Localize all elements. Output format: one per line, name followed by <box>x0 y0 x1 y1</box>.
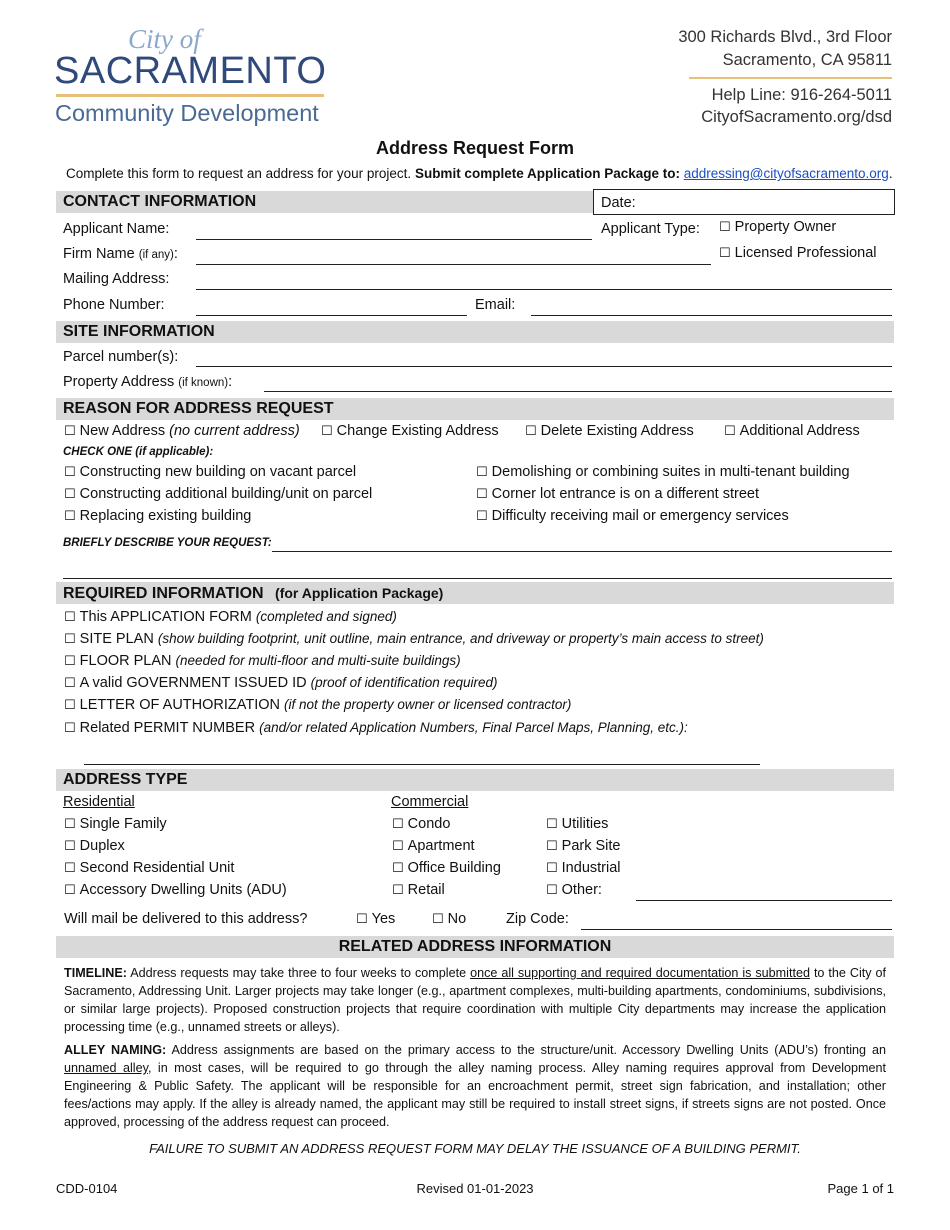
checkbox-icon[interactable]: ☐ <box>64 610 76 625</box>
checkbox-icon[interactable]: ☐ <box>64 698 76 713</box>
required-item[interactable] <box>64 697 571 713</box>
describe-label: BRIEFLY DESCRIBE YOUR REQUEST: <box>63 537 272 549</box>
required-item-note: (if not the property owner or licensed contractor) <box>284 697 572 712</box>
checkbox-icon[interactable]: ☐ <box>392 839 404 854</box>
timeline-text-b: to the City of Sacramento, Addressing Unit. Larger projects may take longer (e.g., apartment complexes, multi-building apartments, condominiums, subdivisions, or similar large projects). Proposed construction projects that require coordination with multiple City departments may increase the application processing time (e.g., unnamed streets or alleys). <box>64 966 886 1034</box>
reason-right-item[interactable] <box>476 464 850 480</box>
logo-sacramento: SACRAMENTO <box>54 50 327 92</box>
checkbox-icon[interactable]: ☐ <box>476 487 488 502</box>
applicant-name-label: Applicant Name: <box>63 221 170 237</box>
intro-bold: Submit complete Application Package to: <box>414 166 680 181</box>
new-address-note: (no current address) <box>169 423 300 439</box>
other-type-label: Park Site <box>561 838 621 854</box>
required-item[interactable] <box>64 653 461 669</box>
residential-item-label: Single Family <box>79 816 167 832</box>
mail-no-option[interactable] <box>432 911 466 927</box>
warning-notice: FAILURE TO SUBMIT AN ADDRESS REQUEST FORM MAY DELAY THE ISSUANCE OF A BUILDING PERMIT. <box>149 1141 801 1156</box>
logo-city-of: City of <box>128 24 201 54</box>
parcel-label: Parcel number(s): <box>63 349 179 365</box>
reason-right-label: Corner lot entrance is on a different street <box>491 486 759 502</box>
required-item[interactable] <box>64 609 397 625</box>
other-type-field[interactable] <box>636 900 892 901</box>
checkbox-icon[interactable]: ☐ <box>719 246 731 261</box>
permit-number-field[interactable] <box>84 764 760 765</box>
required-heading-suffix: (for Application Package) <box>275 585 444 601</box>
related-heading: RELATED ADDRESS INFORMATION <box>338 938 612 955</box>
licensed-professional-option[interactable] <box>719 245 877 261</box>
other-type-item[interactable] <box>546 860 621 876</box>
reason-left-item[interactable] <box>64 486 372 502</box>
required-section-header <box>56 582 894 604</box>
other-type-item[interactable] <box>546 816 608 832</box>
alley-naming-label: ALLEY NAMING: <box>64 1043 167 1057</box>
checkbox-icon[interactable]: ☐ <box>392 817 404 832</box>
other-type-item[interactable] <box>546 882 602 898</box>
commercial-item[interactable] <box>392 860 501 876</box>
residential-item[interactable] <box>64 816 167 832</box>
submit-email-link[interactable]: addressing@cityofsacramento.org <box>683 166 889 181</box>
residential-item-label: Accessory Dwelling Units (ADU) <box>79 882 287 898</box>
checkbox-icon[interactable]: ☐ <box>546 839 558 854</box>
required-item-note: (show building footprint, unit outline, main entrance, and driveway or property’s main access to street) <box>157 631 764 646</box>
required-item-note: (needed for multi-floor and multi-suite buildings) <box>175 653 461 668</box>
office-address-line2: Sacramento, CA 95811 <box>722 51 892 69</box>
firm-name-text: Firm Name <box>63 246 135 262</box>
required-heading: REQUIRED INFORMATION <box>63 585 264 602</box>
residential-item[interactable] <box>64 882 287 898</box>
form-number: CDD-0104 <box>56 1181 118 1196</box>
other-type-label: Utilities <box>561 816 609 832</box>
checkbox-icon[interactable]: ☐ <box>546 861 558 876</box>
alley-text-b: , in most cases, will be required to go through the alley naming process. Alley naming requires approval from Development Engineering & Public Safety. The applicant will be responsible for an encroachment permit, street sign fabrication, and installation; other fees/actions may apply. If the alley is already named, the applicant may still be required to install street signs, if streets signs are not posted. Once approved, processing of the address request can proceed. <box>64 1061 887 1129</box>
timeline-paragraph <box>64 964 886 1036</box>
checkbox-icon[interactable]: ☐ <box>64 654 76 669</box>
required-item-label: Related PERMIT NUMBER <box>79 720 256 736</box>
email-label: Email: <box>475 297 516 313</box>
commercial-label: Commercial <box>391 794 469 810</box>
delete-address-option[interactable] <box>525 423 694 439</box>
required-item-label: FLOOR PLAN <box>79 653 172 669</box>
residential-label: Residential <box>63 794 135 810</box>
new-address-label: New Address <box>79 423 166 439</box>
residential-item-label: Second Residential Unit <box>79 860 235 876</box>
alley-text-underlined: unnamed alley <box>64 1061 148 1075</box>
checkbox-icon[interactable]: ☐ <box>64 487 76 502</box>
site-section-header <box>56 321 894 343</box>
reason-left-label: Constructing additional building/unit on parcel <box>79 486 373 502</box>
page-title: Address Request Form <box>375 138 575 158</box>
residential-item[interactable] <box>64 860 234 876</box>
timeline-label: TIMELINE: <box>64 966 127 980</box>
reason-left-label: Constructing new building on vacant parcel <box>79 464 357 480</box>
intro-period: . <box>888 166 893 181</box>
intro-text <box>66 166 893 181</box>
delete-address-label: Delete Existing Address <box>540 423 694 439</box>
mail-yes-option[interactable] <box>356 911 395 927</box>
property-address-suffix: (if known) <box>178 377 229 389</box>
property-address-colon: : <box>228 374 233 390</box>
checkbox-icon[interactable]: ☐ <box>64 632 76 647</box>
commercial-item[interactable] <box>392 816 450 832</box>
property-address-label <box>63 374 232 390</box>
address-type-heading: ADDRESS TYPE <box>63 771 188 788</box>
checkbox-icon[interactable]: ☐ <box>64 883 76 898</box>
property-owner-option[interactable] <box>719 219 836 235</box>
other-type-label: Other: <box>561 882 602 898</box>
alley-naming-paragraph <box>64 1041 886 1131</box>
commercial-item-label: Apartment <box>407 838 475 854</box>
checkbox-icon[interactable]: ☐ <box>356 912 368 927</box>
licensed-professional-label: Licensed Professional <box>734 245 877 261</box>
checkbox-icon[interactable]: ☐ <box>546 817 558 832</box>
firm-name-label <box>63 246 178 262</box>
commercial-item-label: Condo <box>407 816 451 832</box>
reason-right-label: Difficulty receiving mail or emergency services <box>491 508 789 524</box>
commercial-item-label: Retail <box>407 882 445 898</box>
checkbox-icon[interactable]: ☐ <box>476 509 488 524</box>
address-type-section-header <box>56 769 894 791</box>
mailing-address-field[interactable] <box>196 289 892 290</box>
reason-left-label: Replacing existing building <box>79 508 252 524</box>
website[interactable]: CityofSacramento.org/dsd <box>701 108 892 126</box>
logo-community-development: Community Development <box>55 100 319 126</box>
checkbox-icon[interactable]: ☐ <box>64 424 76 439</box>
required-item-label: A valid GOVERNMENT ISSUED ID <box>79 675 307 691</box>
checkbox-icon[interactable]: ☐ <box>719 220 731 235</box>
required-item[interactable] <box>64 675 498 691</box>
residential-item[interactable] <box>64 838 125 854</box>
other-type-item[interactable] <box>546 838 621 854</box>
timeline-text-underlined: once all supporting and required documentation is submitted <box>470 966 810 980</box>
checkbox-icon[interactable]: ☐ <box>546 883 558 898</box>
required-item-note: (proof of identification required) <box>310 675 498 690</box>
checkbox-icon[interactable]: ☐ <box>321 424 333 439</box>
mail-yes-label: Yes <box>371 911 396 927</box>
applicant-type-label: Applicant Type: <box>601 221 700 237</box>
firm-name-colon: : <box>173 246 178 262</box>
commercial-item-label: Office Building <box>407 860 501 876</box>
date-label: Date: <box>601 195 636 211</box>
required-item-label: This APPLICATION FORM <box>79 609 252 625</box>
page-number: Page 1 of 1 <box>827 1181 894 1196</box>
checkbox-icon[interactable]: ☐ <box>392 883 404 898</box>
logo-divider <box>56 94 324 97</box>
property-address-field[interactable] <box>264 391 892 392</box>
required-item-note: (completed and signed) <box>255 609 397 624</box>
phone-label: Phone Number: <box>63 297 165 313</box>
firm-name-suffix: (if any) <box>138 249 174 261</box>
additional-address-label: Additional Address <box>739 423 860 439</box>
residential-item-label: Duplex <box>79 838 125 854</box>
required-item-note: (and/or related Application Numbers, Final Parcel Maps, Planning, etc.): <box>259 720 688 735</box>
address-divider <box>689 77 892 79</box>
checkbox-icon[interactable]: ☐ <box>392 861 404 876</box>
reason-right-label: Demolishing or combining suites in multi-tenant building <box>491 464 850 480</box>
commercial-item[interactable] <box>392 882 445 898</box>
required-item[interactable] <box>64 720 688 736</box>
reason-left-item[interactable] <box>64 508 251 524</box>
checkbox-icon[interactable]: ☐ <box>64 465 76 480</box>
related-section-header <box>56 936 894 958</box>
office-address-line1: 300 Richards Blvd., 3rd Floor <box>678 28 892 46</box>
describe-field-line2[interactable] <box>63 578 892 579</box>
new-address-option[interactable] <box>64 423 300 439</box>
date-box[interactable] <box>593 189 895 215</box>
checkbox-icon[interactable]: ☐ <box>64 721 76 736</box>
zip-code-label: Zip Code: <box>506 911 569 927</box>
contact-section-header <box>56 191 593 213</box>
phone-field[interactable] <box>196 315 467 316</box>
revision-date: Revised 01-01-2023 <box>416 1181 534 1196</box>
reason-right-item[interactable] <box>476 508 789 524</box>
checkbox-icon[interactable]: ☐ <box>525 424 537 439</box>
applicant-name-field[interactable] <box>196 239 592 240</box>
firm-name-field[interactable] <box>196 264 711 265</box>
checkbox-icon[interactable]: ☐ <box>64 817 76 832</box>
property-owner-label: Property Owner <box>734 219 837 235</box>
required-item-label: LETTER OF AUTHORIZATION <box>79 697 280 713</box>
mail-delivery-question: Will mail be delivered to this address? <box>64 911 308 927</box>
contact-heading: CONTACT INFORMATION <box>63 193 257 210</box>
reason-heading: REASON FOR ADDRESS REQUEST <box>63 400 334 417</box>
commercial-item[interactable] <box>392 838 475 854</box>
alley-text-a: Address assignments are based on the primary access to the structure/unit. Accessory Dwelling Units (ADU’s) fronting an <box>171 1043 886 1057</box>
email-field[interactable] <box>531 315 892 316</box>
property-address-text: Property Address <box>63 374 175 390</box>
checkbox-icon[interactable]: ☐ <box>432 912 444 927</box>
zip-code-field[interactable] <box>581 929 892 930</box>
additional-address-option[interactable] <box>724 423 860 439</box>
change-address-option[interactable] <box>321 423 499 439</box>
intro-plain: Complete this form to request an address for your project. <box>66 166 412 181</box>
help-line: Help Line: 916-264-5011 <box>711 86 892 104</box>
checkbox-icon[interactable]: ☐ <box>64 861 76 876</box>
site-heading: SITE INFORMATION <box>63 323 215 340</box>
parcel-field[interactable] <box>196 366 892 367</box>
mailing-address-label: Mailing Address: <box>63 271 170 287</box>
checkbox-icon[interactable]: ☐ <box>64 509 76 524</box>
required-item[interactable] <box>64 631 764 647</box>
required-item-label: SITE PLAN <box>79 631 154 647</box>
change-address-label: Change Existing Address <box>336 423 499 439</box>
checkbox-icon[interactable]: ☐ <box>64 676 76 691</box>
checkbox-icon[interactable]: ☐ <box>476 465 488 480</box>
check-one-label: CHECK ONE (if applicable): <box>63 446 214 458</box>
other-type-label: Industrial <box>561 860 621 876</box>
timeline-text-a: Address requests may take three to four weeks to complete <box>130 966 467 980</box>
reason-left-item[interactable] <box>64 464 356 480</box>
reason-section-header <box>56 398 894 420</box>
checkbox-icon[interactable]: ☐ <box>724 424 736 439</box>
checkbox-icon[interactable]: ☐ <box>64 839 76 854</box>
reason-right-item[interactable] <box>476 486 759 502</box>
describe-field-line1[interactable] <box>272 551 892 552</box>
mail-no-label: No <box>447 911 467 927</box>
